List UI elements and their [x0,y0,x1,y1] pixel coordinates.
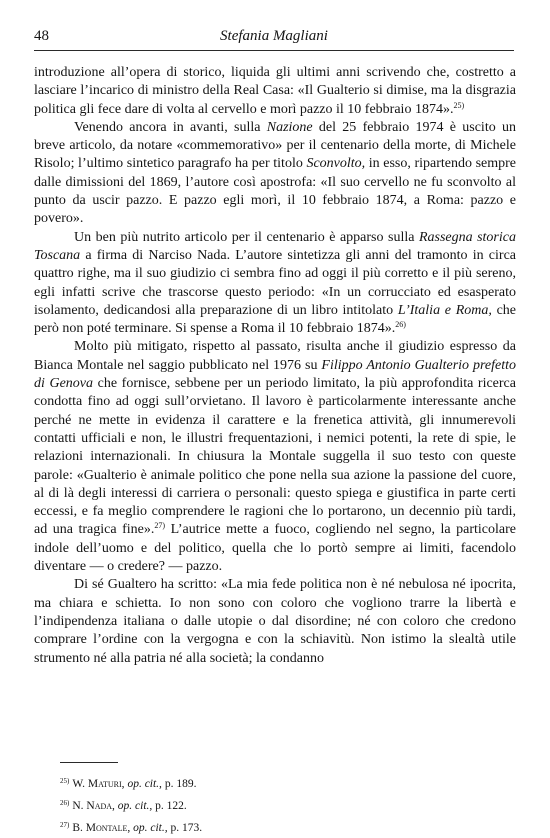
footnote-ref-abbrev: op. cit., [117,800,153,812]
footnote [60,816,500,838]
footnote-page: p. 189. [161,778,197,790]
text-run: che fornisce, sebbene per un periodo limitato, la più approfondita ricerca condotta fino ad oggi sull’orvietano. Il lavoro è particolarmente interessante anche perché ne mette in evidenza il carattere e la frenetica attività, gli innumerevoli contatti ufficiali e non, le illustri frequentazioni, i nemici potenti, la rete di spie, le relazioni internazionali. In chiusura la Montale suggella il suo testo con queste parole: «Gualterio è animale politico che pone nella sua azione la passione del cuore, al di là degli interessi di carriera o personali: questo spiega e giustifica in parte certi eccessi, e fa meglio comprendere le ragioni che lo portarono, un decennio più tardi, ad una tragica fine». [34,376,516,538]
footnote-page: p. 173. [167,822,203,834]
footnote [60,794,500,816]
text-run: del 25 febbraio 1974 è uscito un breve articolo, da notare «commemorativo» per il centenario della morte, di Michele Risolo; l’ultimo sintetico paragrafo ha per titolo [34,119,516,172]
paragraph [34,229,516,339]
footnote-ref: 25) [453,100,465,110]
body-text [34,64,516,668]
footnote-author: W. Maturi, [72,778,125,790]
footnote-separator [60,762,118,763]
italic-text: Nazione [266,119,313,135]
footnotes [60,772,500,838]
paragraph [34,576,516,667]
text-run: a firma di Narciso Nada. L’autore sintetizza gli anni del tramonto in circa quattro righe, ma il suo giudizio ci sembra fino ad oggi il più corretto e il più sereno, egli infatti scrive che trascorse questo periodo: «In un corrucciato ed esasperato isolamento, dedicandosi alla preparazione di un libro intitolato [34,247,516,318]
footnote-author: N. Nada, [72,800,115,812]
footnote-number: 26) [60,799,70,807]
page-number: 48 [34,28,49,44]
footnote-page: p. 122. [152,800,187,812]
page-header [34,26,514,51]
footnote-number: 27) [60,821,70,829]
footnote-ref-abbrev: op. cit., [127,778,162,790]
paragraph [34,338,516,576]
footnote-ref-abbrev: op. cit., [133,822,168,834]
italic-text: L’Italia e Roma, [397,302,492,318]
italic-text: Filippo Antonio Gualterio prefetto di Genova [34,357,517,392]
footnote-author: B. Montale, [72,822,131,834]
italic-text: Rassegna storica Toscana [34,229,516,263]
text-run: Molto più mitigato, rispetto al passato, risulta anche il giudizio espresso da Bianca Montale nel saggio pubblicato nel 1976 su [34,339,516,373]
footnote-ref: 26) [395,320,406,330]
text-run: che però non poté terminare. Si spense a Roma il 10 febbraio 1874». [34,302,516,337]
running-title: Stefania Magliani [220,28,328,44]
footnote [60,772,500,794]
text-run: introduzione all’opera di storico, liquida gli ultimi anni scrivendo che, costretto a lasciare l’incarico di ministro della Real Casa: «Il Gualterio si dimise, ma la disgrazia politica gli fece dare di volta al cervello e morì pazzo il 10 febbraio 1874». [34,65,516,117]
italic-text: Sconvolto, [306,156,366,172]
paragraph [34,119,516,229]
text-run: in esso, ripartendo sempre dalle dimissioni del 1869, l’autore così apostrofa: «Il suo cervello ne fu sconvolto al punto da uscir pazzo. E pazzo egli morì, il 10 febbraio 1874, a Roma: pazzo e povero». [34,156,516,227]
text-run: Un ben più nutrito articolo per il centenario è apparso sulla [74,229,419,245]
text-run: L’autrice mette a fuoco, cogliendo nel segno, la particolare indole dell’uomo e del politico, quella che lo portò sempre ai limiti, facendolo diventare — o credere? — pazzo. [34,522,517,575]
footnote-number: 25) [60,777,70,785]
text-run: Venendo ancora in avanti, sulla [74,119,267,135]
footnote-ref: 27) [154,521,166,531]
paragraph [34,64,516,119]
text-run: Di sé Gualtero ha scritto: «La mia fede politica non è né nebulosa né ipocrita, ma chiara e schietta. Io non sono con coloro che vogliono trarre la libertà e l’indipendenza italiana o dalle utopie o dal disordine; né con coloro che credono comprare l’ordine con la vergogna e con la schiavitù. Non istimo la slealtà utile strumento né alla patria né alla società; la condanno [34,577,516,666]
